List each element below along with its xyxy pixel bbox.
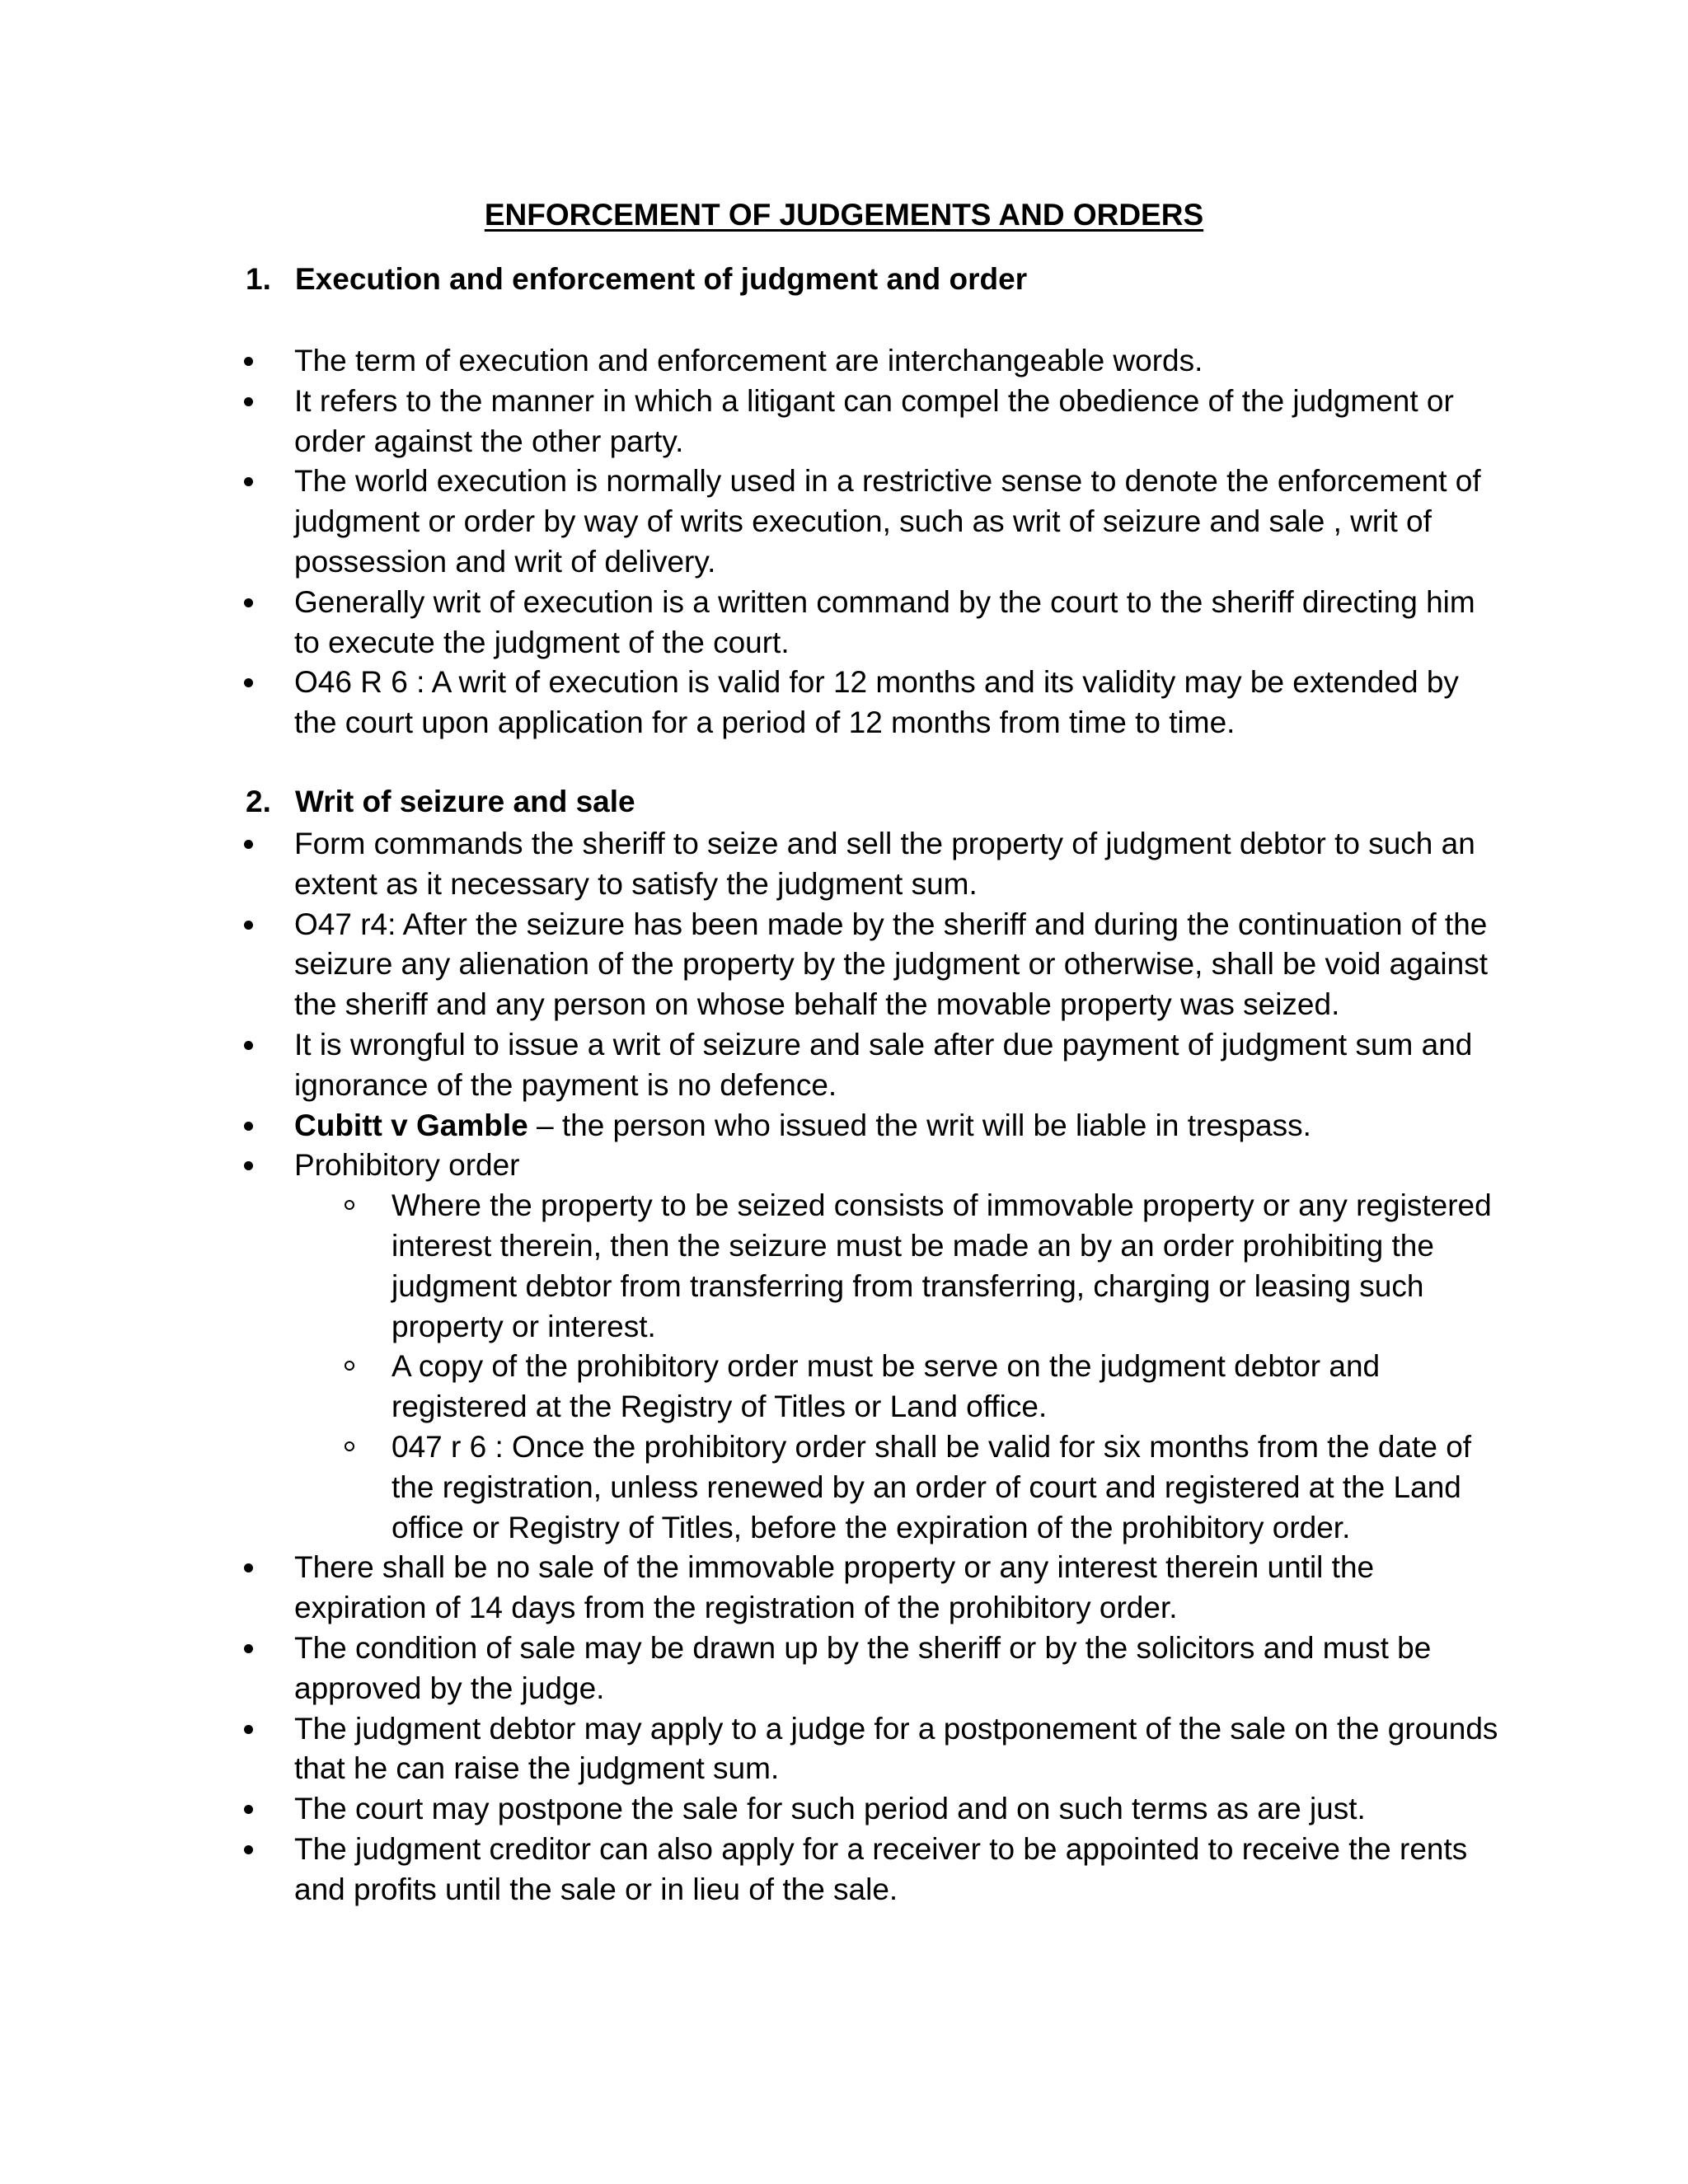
bullet-icon xyxy=(244,678,253,687)
section-2-heading-text: Writ of seizure and sale xyxy=(295,785,635,818)
prohibitory-order-label: Prohibitory order xyxy=(294,1148,520,1183)
bullet-icon xyxy=(244,1845,253,1854)
list-item: O47 r4: After the seizure has been made by the sheriff and during the continuation of the seizure any alienation of the property by the judgment or otherwise, shall be void against the sheriff and any person on whose behalf the movable property was seized. xyxy=(0,905,1688,1025)
list-item: It is wrongful to issue a writ of seizure and sale after due payment of judgment sum and ignorance of the payment is no defence. xyxy=(0,1025,1688,1106)
bullet-icon xyxy=(244,1725,253,1734)
section-2-heading xyxy=(246,782,635,822)
list-item: The judgment debtor may apply to a judge for a postponement of the sale on the grounds that he can raise the judgment sum. xyxy=(0,1709,1688,1790)
bullet-icon xyxy=(244,921,253,930)
list-item: Generally writ of execution is a written command by the court to the sheriff directing him to execute the judgment of the court. xyxy=(0,583,1688,663)
section-1-heading xyxy=(246,260,1027,299)
case-list-item xyxy=(0,1106,1688,1146)
document-title: ENFORCEMENT OF JUDGEMENTS AND ORDERS xyxy=(484,198,1204,232)
circle-bullet-icon xyxy=(345,1361,354,1371)
list-item: The court may postpone the sale for such period and on such terms as are just. xyxy=(0,1789,1688,1830)
circle-bullet-icon xyxy=(345,1441,354,1451)
bullet-icon xyxy=(244,1041,253,1050)
case-name: Cubitt v Gamble xyxy=(294,1108,528,1142)
list-item: There shall be no sale of the immovable property or any interest therein until the expiration of 14 days from the registration of the prohibitory order. xyxy=(0,1548,1688,1629)
prohibitory-order-sublist xyxy=(0,1186,1498,1548)
case-text: – the person who issued the writ will be liable in trespass. xyxy=(528,1108,1311,1142)
bullet-icon xyxy=(244,1805,253,1814)
list-item: O46 R 6 : A writ of execution is valid for 12 months and its validity may be extended by the court upon application for a period of 12 months from time to time. xyxy=(0,663,1688,743)
bullet-icon xyxy=(244,840,253,849)
circle-bullet-icon xyxy=(345,1200,354,1210)
list-item: Form commands the sheriff to seize and sell the property of judgment debtor to such an extent as it necessary to satisfy the judgment sum. xyxy=(0,824,1688,905)
bullet-icon xyxy=(244,1161,253,1170)
bullet-icon xyxy=(244,397,253,406)
section-1-number: 1. xyxy=(246,262,271,296)
list-item: The condition of sale may be drawn up by the sheriff or by the solicitors and must be approved by the judge. xyxy=(0,1629,1688,1709)
bullet-icon xyxy=(244,598,253,607)
section-1-heading-text: Execution and enforcement of judgment and order xyxy=(295,262,1028,296)
list-item: It refers to the manner in which a litigant can compel the obedience of the judgment or order against the other party. xyxy=(0,382,1688,462)
sub-list-item: 047 r 6 : Once the prohibitory order shall be valid for six months from the date of the registration, unless renewed by an order of court and registered at the Land office or Registry of Titles, before the expiration of the prohibitory order. xyxy=(294,1427,1498,1548)
prohibitory-order-item xyxy=(0,1146,1688,1548)
section-1-list xyxy=(0,341,1688,743)
bullet-icon xyxy=(244,477,253,486)
list-item: The world execution is normally used in a restrictive sense to denote the enforcement of judgment or order by way of writs execution, such as writ of seizure and sale , writ of possession and writ of delivery. xyxy=(0,462,1688,582)
bullet-icon xyxy=(244,1563,253,1572)
sub-list-item: A copy of the prohibitory order must be serve on the judgment debtor and registered at the Registry of Titles or Land office. xyxy=(294,1347,1498,1427)
bullet-icon xyxy=(244,357,253,366)
list-item: The term of execution and enforcement are interchangeable words. xyxy=(0,341,1688,382)
bullet-icon xyxy=(244,1644,253,1653)
sub-list-item: Where the property to be seized consists of immovable property or any registered interest therein, then the seizure must be made an by an order prohibiting the judgment debtor from transferring from transferring, charging or leasing such property or interest. xyxy=(294,1186,1498,1347)
section-2-number: 2. xyxy=(246,785,271,818)
section-2-list xyxy=(0,824,1688,1910)
list-item: The judgment creditor can also apply for a receiver to be appointed to receive the rents and profits until the sale or in lieu of the sale. xyxy=(0,1830,1688,1910)
bullet-icon xyxy=(244,1122,253,1131)
